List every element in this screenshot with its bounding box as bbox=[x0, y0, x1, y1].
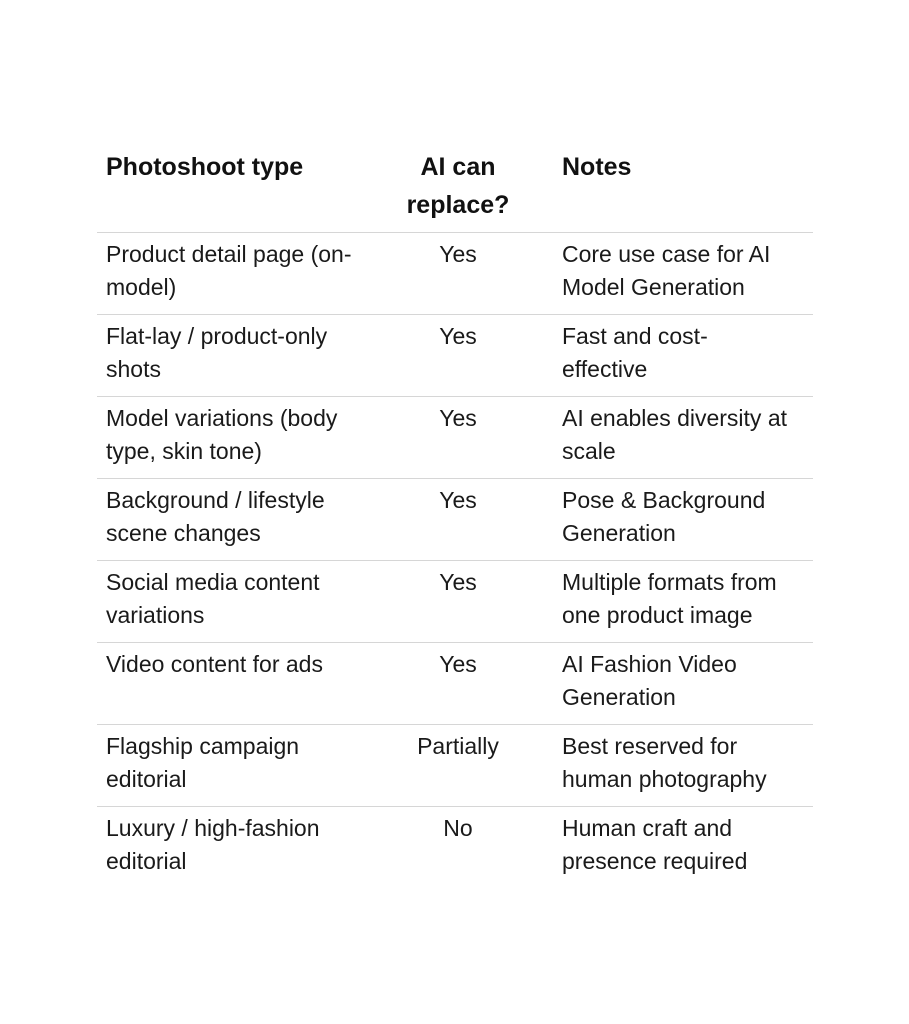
cell-notes: AI enables diversity at scale bbox=[553, 397, 813, 479]
cell-ai-can-replace: Yes bbox=[363, 561, 553, 643]
cell-notes: Fast and cost-effective bbox=[553, 315, 813, 397]
cell-notes: Multiple formats from one product image bbox=[553, 561, 813, 643]
cell-ai-can-replace: Yes bbox=[363, 315, 553, 397]
cell-ai-can-replace: No bbox=[443, 815, 473, 841]
table-row bbox=[97, 561, 813, 643]
header-photoshoot-type: Photoshoot type bbox=[97, 146, 363, 233]
cell-notes: AI Fashion Video Generation bbox=[553, 643, 813, 725]
table-header-row bbox=[97, 146, 813, 233]
table-row bbox=[97, 315, 813, 397]
cell-notes: Pose & Background Generation bbox=[553, 479, 813, 561]
cell-photoshoot-type: Video content for ads bbox=[97, 643, 363, 725]
cell-ai-can-replace: Partially bbox=[363, 725, 553, 807]
cell-notes: Core use case for AI Model Generation bbox=[553, 233, 813, 315]
header-notes: Notes bbox=[553, 146, 813, 233]
cell-ai-can-replace: Yes bbox=[363, 479, 553, 561]
header-ai-can-replace: AI can replace? bbox=[363, 146, 553, 233]
table-row bbox=[97, 233, 813, 315]
cell-notes: Human craft and presence required bbox=[562, 815, 748, 874]
cell-ai-can-replace: Yes bbox=[363, 397, 553, 479]
cell-photoshoot-type: Background / lifestyle scene changes bbox=[97, 479, 363, 561]
table-row bbox=[97, 397, 813, 479]
table-row bbox=[97, 725, 813, 807]
comparison-table bbox=[97, 146, 813, 888]
cell-notes: Best reserved for human photography bbox=[553, 725, 813, 807]
table-row bbox=[97, 807, 813, 889]
table-row bbox=[97, 479, 813, 561]
cell-photoshoot-type: Social media content variations bbox=[97, 561, 363, 643]
cell-ai-can-replace: Yes bbox=[363, 233, 553, 315]
table-row bbox=[97, 643, 813, 725]
cell-photoshoot-type: Luxury / high-fashion editorial bbox=[106, 815, 320, 874]
cell-photoshoot-type: Flagship campaign editorial bbox=[97, 725, 363, 807]
cell-photoshoot-type: Flat-lay / product-only shots bbox=[97, 315, 363, 397]
cell-photoshoot-type: Product detail page (on-model) bbox=[97, 233, 363, 315]
photoshoot-comparison-table bbox=[97, 146, 813, 888]
cell-photoshoot-type: Model variations (body type, skin tone) bbox=[97, 397, 363, 479]
cell-ai-can-replace: Yes bbox=[363, 643, 553, 725]
